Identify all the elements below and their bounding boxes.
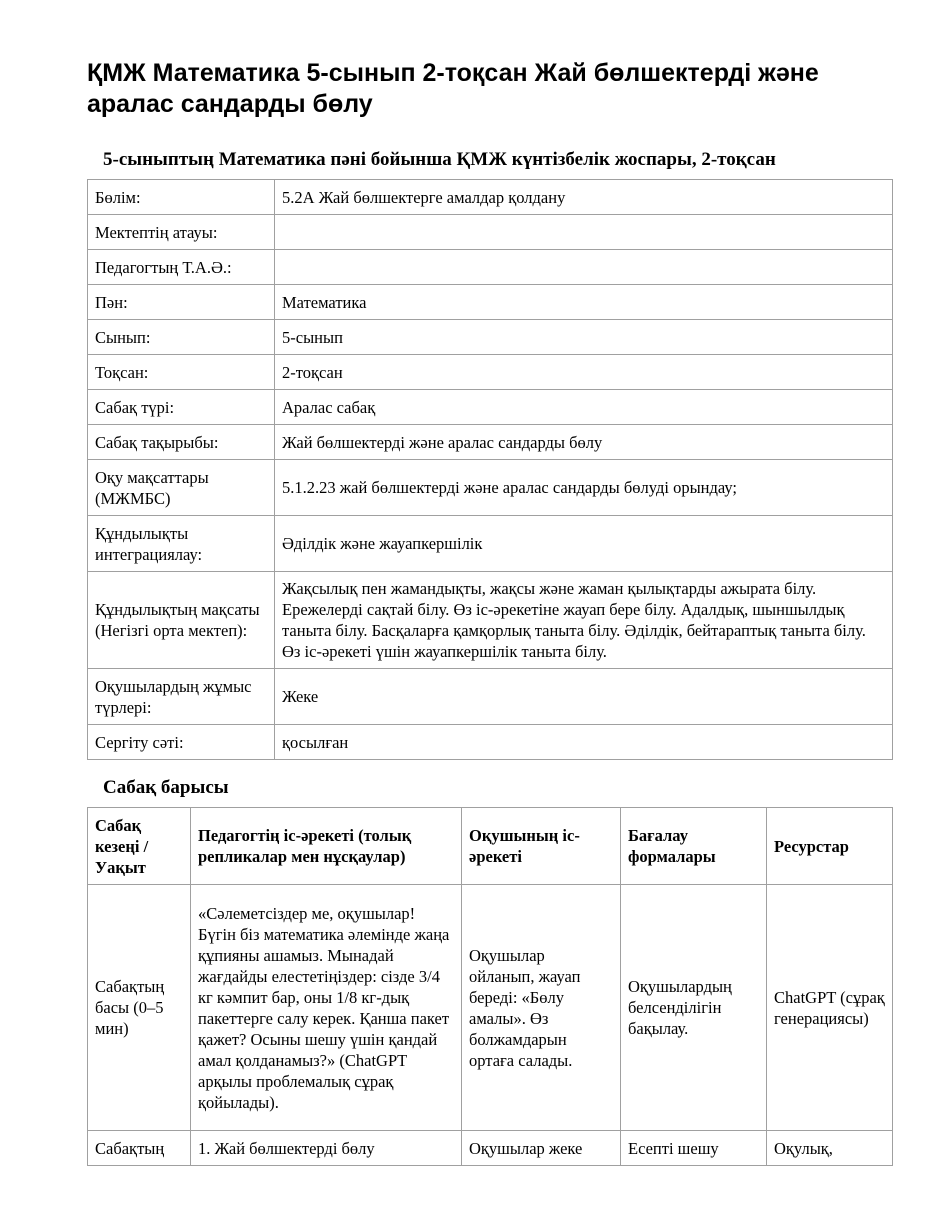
table-row [88,885,893,1131]
info-value: Математика [275,285,893,320]
info-value: Аралас сабақ [275,390,893,425]
info-value: Жақсылық пен жамандықты, жақсы және жаман қылықтарды ажырата білу. Ережелерді сақтай білу. Өз іс-әрекетіне жауап бере білу. Адалдық, шыншылдық таныта білу. Басқаларға қамқорлық таныта білу. Әділдік, бейтараптық таныта білу. Өз іс-әрекеті үшін жауапкершілік таныта білу. [275,572,893,669]
info-row-subject [88,285,893,320]
column-header-stage: Сабақ кезеңі / Уақыт [88,808,191,885]
info-row-value-integration [88,516,893,572]
column-header-teacher: Педагогтің іс-әрекеті (толық репликалар мен нұсқаулар) [191,808,462,885]
info-value: 5-сынып [275,320,893,355]
info-label: Тоқсан: [88,355,275,390]
info-label: Оқушылардың жұмыс түрлері: [88,669,275,725]
teacher-cell: «Сәлеметсіздер ме, оқушылар! Бүгін біз математика әлемінде жаңа құпияны ашамыз. Мынадай жағдайды елестетіңіздер: сізде 3/4 кг кәмпит бар, оны 1/8 кг-дық пакеттерге салу керек. Қанша пакет қажет? Осыны шешу үшін қандай амал қолданамыз?» (ChatGPT арқылы проблемалық сұрақ қойылады). [191,885,462,1131]
info-value: 5.1.2.23 жай бөлшектерді және аралас сандарды бөлуді орындау; [275,460,893,516]
info-value [275,215,893,250]
info-value: Жай бөлшектерді және аралас сандарды бөлу [275,425,893,460]
lesson-flow-table [87,807,893,1166]
info-row-work-types [88,669,893,725]
info-value: қосылған [275,725,893,760]
info-label: Құндылықты интеграциялау: [88,516,275,572]
teacher-cell: 1. Жай бөлшектерді бөлу [191,1131,462,1166]
column-header-assessment: Бағалау формалары [621,808,767,885]
info-row-grade [88,320,893,355]
info-row-topic [88,425,893,460]
student-cell: Оқушылар жеке [462,1131,621,1166]
assessment-cell: Есепті шешу [621,1131,767,1166]
resources-cell: Оқулық, [767,1131,893,1166]
info-value: Жеке [275,669,893,725]
assessment-cell: Оқушылардың белсенділігін бақылау. [621,885,767,1131]
info-row-quarter [88,355,893,390]
info-label: Құндылықтың мақсаты (Негізгі орта мектеп): [88,572,275,669]
lesson-info-table [87,179,893,760]
table-row [88,1131,893,1166]
stage-cell: Сабақтың [88,1131,191,1166]
info-label: Педагогтың Т.А.Ә.: [88,250,275,285]
info-label: Мектептің атауы: [88,215,275,250]
info-value: 2-тоқсан [275,355,893,390]
info-row-school [88,215,893,250]
student-cell: Оқушылар ойланып, жауап береді: «Бөлу амалы». Өз болжамдарын ортаға салады. [462,885,621,1131]
info-label: Сабақ тақырыбы: [88,425,275,460]
info-row-objectives [88,460,893,516]
info-label: Бөлім: [88,180,275,215]
info-row-lesson-type [88,390,893,425]
stage-cell: Сабақтың басы (0–5 мин) [88,885,191,1131]
info-label: Сабақ түрі: [88,390,275,425]
column-header-student: Оқушының іс-әрекеті [462,808,621,885]
plan-heading: 5-сыныптың Математика пәні бойынша ҚМЖ күнтізбелік жоспары, 2-тоқсан [103,149,776,170]
info-label: Оқу мақсаттары (МЖМБС) [88,460,275,516]
lesson-flow-heading: Сабақ барысы [103,777,229,798]
info-label: Сергіту сәті: [88,725,275,760]
info-label: Сынып: [88,320,275,355]
info-row-value-goal [88,572,893,669]
info-row-refresh [88,725,893,760]
document-title: ҚМЖ Математика 5-сынып 2-тоқсан Жай бөлшектерді және аралас сандарды бөлу [87,59,819,118]
info-value: Әділдік және жауапкершілік [275,516,893,572]
info-row-teacher [88,250,893,285]
info-label: Пән: [88,285,275,320]
column-header-resources: Ресурстар [767,808,893,885]
resources-cell: ChatGPT (сұрақ генерациясы) [767,885,893,1131]
info-value: 5.2А Жай бөлшектерге амалдар қолдану [275,180,893,215]
info-row-section [88,180,893,215]
info-value [275,250,893,285]
table-header-row [88,808,893,885]
